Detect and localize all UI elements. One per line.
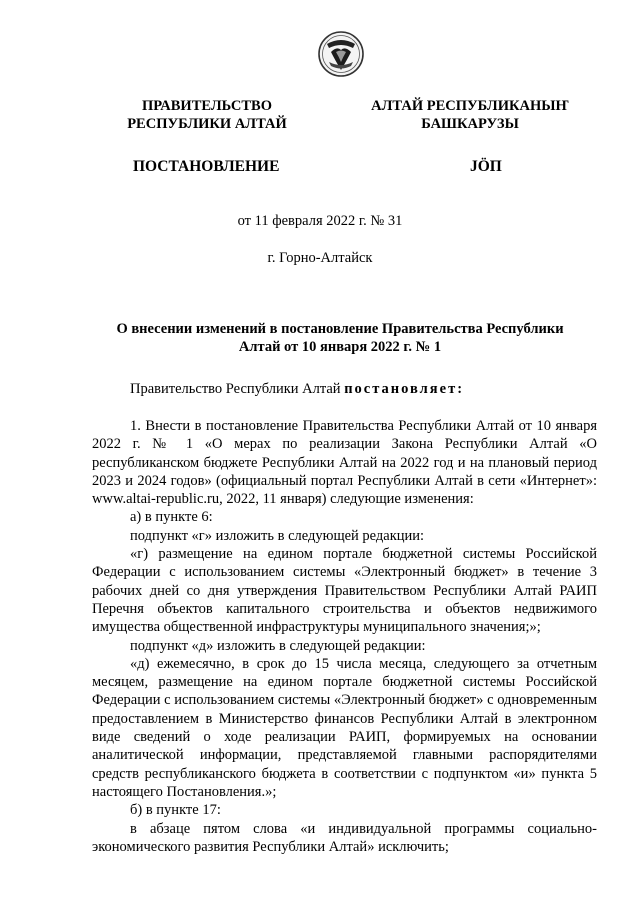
- paragraph: в абзаце пятом слова «и индивидуальной программы социально-экономического развития Республики Алтай» исключить;: [92, 820, 597, 855]
- document-city: г. Горно-Алтайск: [267, 250, 373, 266]
- paragraph: «д) ежемесячно, в срок до 15 числа месяца, следующего за отчетным месяцем, размещение на едином портале бюджетной системы Российской Федерации с использованием системы «Электронный бюджет» с одновременным предоставлением в Министерство финансов Республики Алтай в электронном виде сведений о ходе реализации РАИП, формируемых на основании аналитической информации, представляемой главными распорядителями средств республиканского бюджета в соответствии с подпунктом «и» пункта 5 настоящего Постановления.»;: [92, 655, 597, 800]
- paragraph: а) в пункте 6:: [130, 509, 213, 526]
- header-right-line1: АЛТАЙ РЕСПУБЛИКАНЫҤ: [371, 98, 569, 114]
- paragraph: подпункт «г» изложить в следующей редакции:: [130, 527, 425, 544]
- paragraph: «г) размещение на едином портале бюджетной системы Российской Федерации с использованием системы «Электронный бюджет» в течение 3 рабочих дней со дня утверждения Правительством Республики Алтай РАИП Перечня объектов капитального строительства и объектов недвижимого имущества общественной инфраструктуры муниципального значения;»;: [92, 546, 597, 636]
- republic-altai-coat-of-arms-icon: [317, 30, 365, 78]
- doc-type-altai: JÖП: [470, 158, 502, 175]
- header-left-line1: ПРАВИТЕЛЬСТВО: [142, 98, 272, 114]
- doc-type-russian: ПОСТАНОВЛЕНИЕ: [133, 158, 280, 175]
- header-left-line2: РЕСПУБЛИКИ АЛТАЙ: [127, 116, 287, 132]
- decree-intro-verb: постановляет:: [344, 381, 465, 397]
- paragraph: 1. Внести в постановление Правительства Республики Алтай от 10 января 2022 г. № 1 «О мерах по реализации Закона Республики Алтай «О республиканском бюджете Республики Алтай на 2022 год и на плановый период 2023 и 2024 годов» (официальный портал Республики Алтай в сети «Интернет»: www.altai-republic.ru, 2022, 11 января) следующие изменения:: [92, 418, 597, 508]
- document-body: [92, 417, 597, 856]
- paragraph: подпункт «д» изложить в следующей редакции:: [130, 637, 426, 654]
- decree-intro: [130, 381, 464, 398]
- decree-intro-subject: Правительство Республики Алтай: [130, 381, 345, 397]
- header-right-line2: БАШКАРУЗЫ: [421, 116, 519, 132]
- government-name-russian: [100, 97, 314, 133]
- document-title: О внесении изменений в постановление Правительства Республики Алтай от 10 января 2022 г. № 1: [116, 321, 564, 355]
- government-name-altai: [360, 97, 580, 133]
- document-date-number: от 11 февраля 2022 г. № 31: [237, 213, 403, 229]
- paragraph: б) в пункте 17:: [130, 802, 221, 819]
